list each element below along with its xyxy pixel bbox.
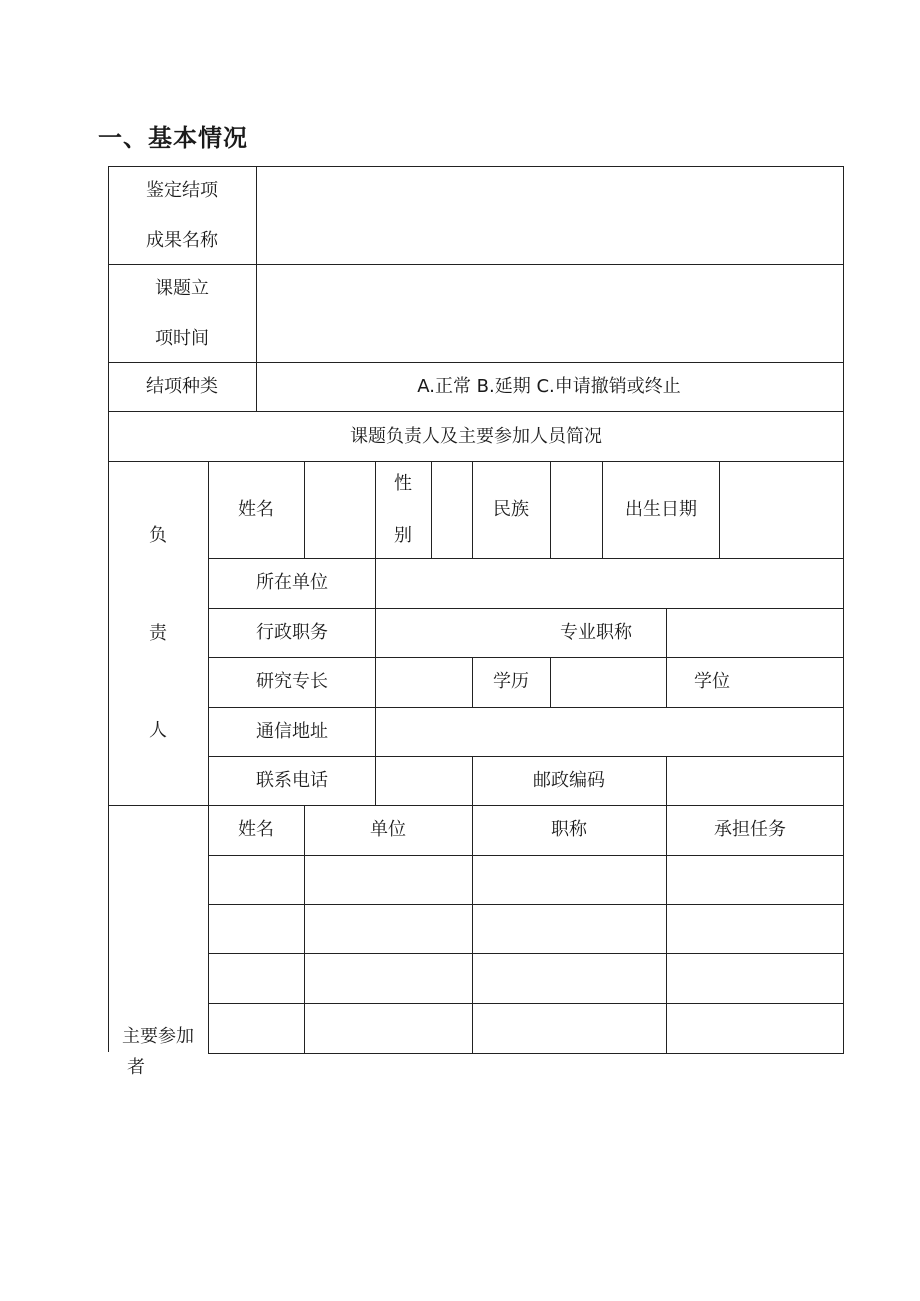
participants-side-label: 者 <box>127 1057 145 1078</box>
section-title: 一、基本情况 <box>98 124 248 152</box>
leader-admin-position-label: 行政职务 <box>256 622 328 643</box>
leader-gender-label: 别 <box>394 525 412 546</box>
participants-col-title: 职称 <box>551 819 587 840</box>
table-line <box>719 461 720 558</box>
project-time-label-line2: 项时间 <box>155 328 209 349</box>
leader-ethnicity-label: 民族 <box>493 499 529 520</box>
table-line <box>208 461 209 1053</box>
table-line <box>602 461 603 558</box>
table-line <box>472 756 473 805</box>
table-line <box>666 657 667 707</box>
table-line <box>108 461 844 462</box>
leader-address-label: 通信地址 <box>256 721 328 742</box>
table-line <box>472 805 473 1053</box>
table-line <box>666 805 667 1053</box>
leader-birth-date-label: 出生日期 <box>625 499 697 520</box>
table-line <box>550 657 551 707</box>
table-line <box>666 756 667 805</box>
table-line <box>108 362 844 363</box>
table-line <box>550 461 551 558</box>
table-line <box>304 461 305 558</box>
leader-gender-label: 性 <box>394 473 412 494</box>
table-line <box>108 264 844 265</box>
personnel-header: 课题负责人及主要参加人员简况 <box>350 426 602 447</box>
result-name-label-line2: 成果名称 <box>146 230 218 251</box>
table-line <box>431 461 432 558</box>
table-line <box>304 805 305 1053</box>
table-line <box>472 461 473 558</box>
table-line <box>108 166 109 1052</box>
leader-side-label: 负 <box>149 525 167 546</box>
result-name-label-line1: 鉴定结项 <box>146 180 218 201</box>
table-line <box>208 1053 844 1054</box>
table-line <box>208 608 844 609</box>
leader-education-label: 学历 <box>493 671 529 692</box>
table-line <box>208 707 844 708</box>
participants-col-task: 承担任务 <box>714 819 786 840</box>
leader-side-label: 人 <box>149 720 167 741</box>
table-line <box>208 756 844 757</box>
table-line <box>375 461 376 805</box>
table-line <box>208 657 844 658</box>
leader-degree-label: 学位 <box>694 671 730 692</box>
leader-postal-code-label: 邮政编码 <box>533 770 605 791</box>
leader-work-unit-label: 所在单位 <box>256 572 328 593</box>
completion-type-label: 结项种类 <box>146 376 218 397</box>
completion-type-options: A.正常 B.延期 C.申请撤销或终止 <box>417 376 681 397</box>
table-line <box>208 558 844 559</box>
leader-research-specialty-label: 研究专长 <box>256 671 328 692</box>
leader-name-label: 姓名 <box>238 499 274 520</box>
project-time-label-line1: 课题立 <box>155 278 209 299</box>
participants-side-label: 主要参加 <box>122 1026 194 1047</box>
leader-side-label: 责 <box>149 623 167 644</box>
leader-phone-label: 联系电话 <box>256 770 328 791</box>
table-line <box>108 411 844 412</box>
participants-col-name: 姓名 <box>238 819 274 840</box>
participants-col-unit: 单位 <box>370 819 406 840</box>
leader-professional-title-label: 专业职称 <box>560 622 632 643</box>
table-line <box>843 166 844 1053</box>
table-line <box>108 805 844 806</box>
table-line <box>108 166 844 167</box>
table-line <box>472 657 473 707</box>
table-line <box>256 166 257 411</box>
table-line <box>666 608 667 657</box>
